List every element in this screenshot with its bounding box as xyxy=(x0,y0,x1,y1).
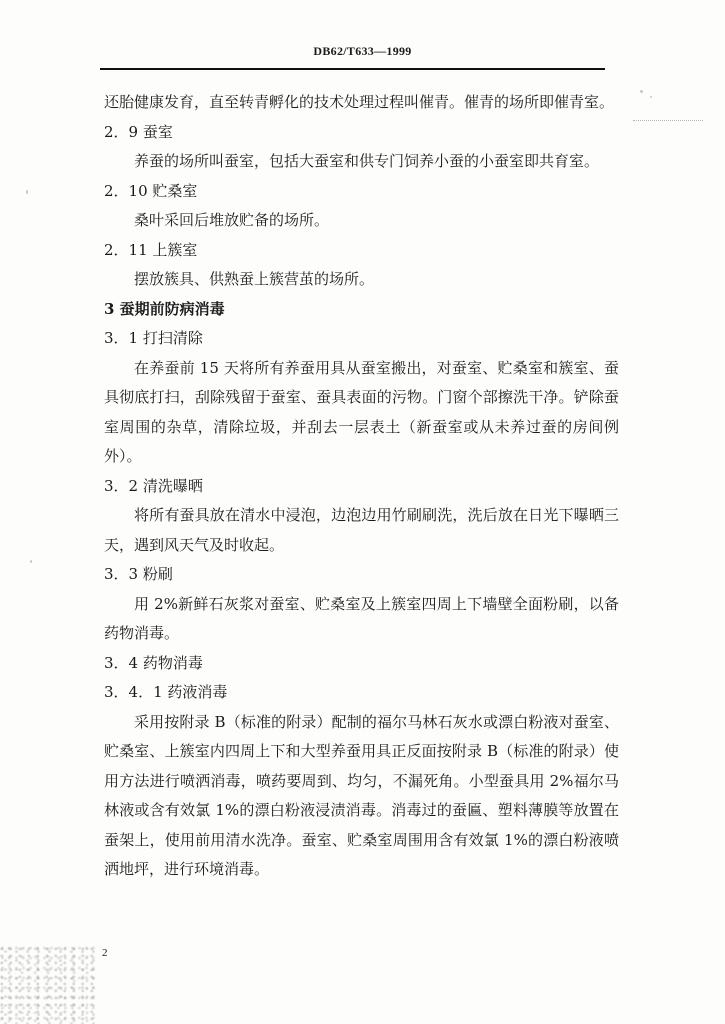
section-text-3-2: 将所有蚕具放在清水中浸泡，边泡边用竹刷刷洗，洗后放在日光下曝晒三天，遇到风天气及时收起。 xyxy=(104,506,619,554)
scan-artifact xyxy=(633,120,703,123)
section-heading-3-4-1: 3．4．1 药液消毒 xyxy=(104,683,228,701)
header-rule xyxy=(100,68,605,70)
chapter-heading-3: 3 蚕期前防病消毒 xyxy=(104,299,225,318)
section-text-3-3: 用 2%新鲜石灰浆对蚕室、贮桑室及上簇室四周上下墙壁全面粉刷，以备药物消毒。 xyxy=(104,594,619,642)
scan-artifact xyxy=(650,96,652,98)
section-heading-3-1: 3．1 打扫清除 xyxy=(104,329,203,347)
section-text-2-10: 桑叶采回后堆放贮备的场所。 xyxy=(134,211,330,229)
section-heading-2-10: 2．10 贮桑室 xyxy=(104,181,198,200)
section-heading-3-3: 3．3 粉刷 xyxy=(104,565,173,583)
standard-code-header: DB62/T633—1999 xyxy=(313,44,412,58)
scan-artifact xyxy=(0,944,95,1024)
scan-artifact xyxy=(26,190,28,194)
section-heading-2-11: 2．11 上簇室 xyxy=(104,240,198,259)
scan-artifact xyxy=(30,560,32,563)
scan-artifact xyxy=(640,90,643,93)
page-number: 2 xyxy=(102,947,108,959)
section-text-2-11: 摆放簇具、供熟蚕上簇营茧的场所。 xyxy=(134,270,375,288)
document-body xyxy=(104,88,619,885)
section-text-3-4-1: 采用按附录 B（标准的附录）配制的福尔马林石灰水或漂白粉液对蚕室、贮桑室、上簇室内四周上下和大型养蚕用具正反面按附录 B（标准的附录）使用方法进行喷洒消毒，喷药要周到、均匀，不漏死角。小型蚕具用 2%福尔马林液或含有效氯 1%的漂白粉液浸渍消毒。消毒过的蚕匾、塑料薄膜等放置在蚕架上，使用前用清水洗净。蚕室、贮桑室周围用含有效氯 1%的漂白粉液喷洒地坪，进行环境消毒。 xyxy=(104,712,619,878)
section-heading-3-4: 3．4 药物消毒 xyxy=(104,653,203,672)
section-heading-2-9: 2．9 蚕室 xyxy=(104,122,173,141)
continued-paragraph: 还胎健康发育，直至转青孵化的技术处理过程叫催青。催青的场所即催青室。 xyxy=(104,93,615,111)
section-heading-3-2: 3．2 清洗曝晒 xyxy=(104,476,203,495)
section-text-3-1: 在养蚕前 15 天将所有养蚕用具从蚕室搬出，对蚕室、贮桑室和簇室、蚕具彻底打扫，刮除残留于蚕室、蚕具表面的污物。门窗个部擦洗干净。铲除蚕室周围的杂草，清除垃圾，并刮去一层表土（新蚕室或从未养过蚕的房间例外）。 xyxy=(104,358,619,465)
section-text-2-9: 养蚕的场所叫蚕室，包括大蚕室和供专门饲养小蚕的小蚕室即共育室。 xyxy=(134,152,600,170)
